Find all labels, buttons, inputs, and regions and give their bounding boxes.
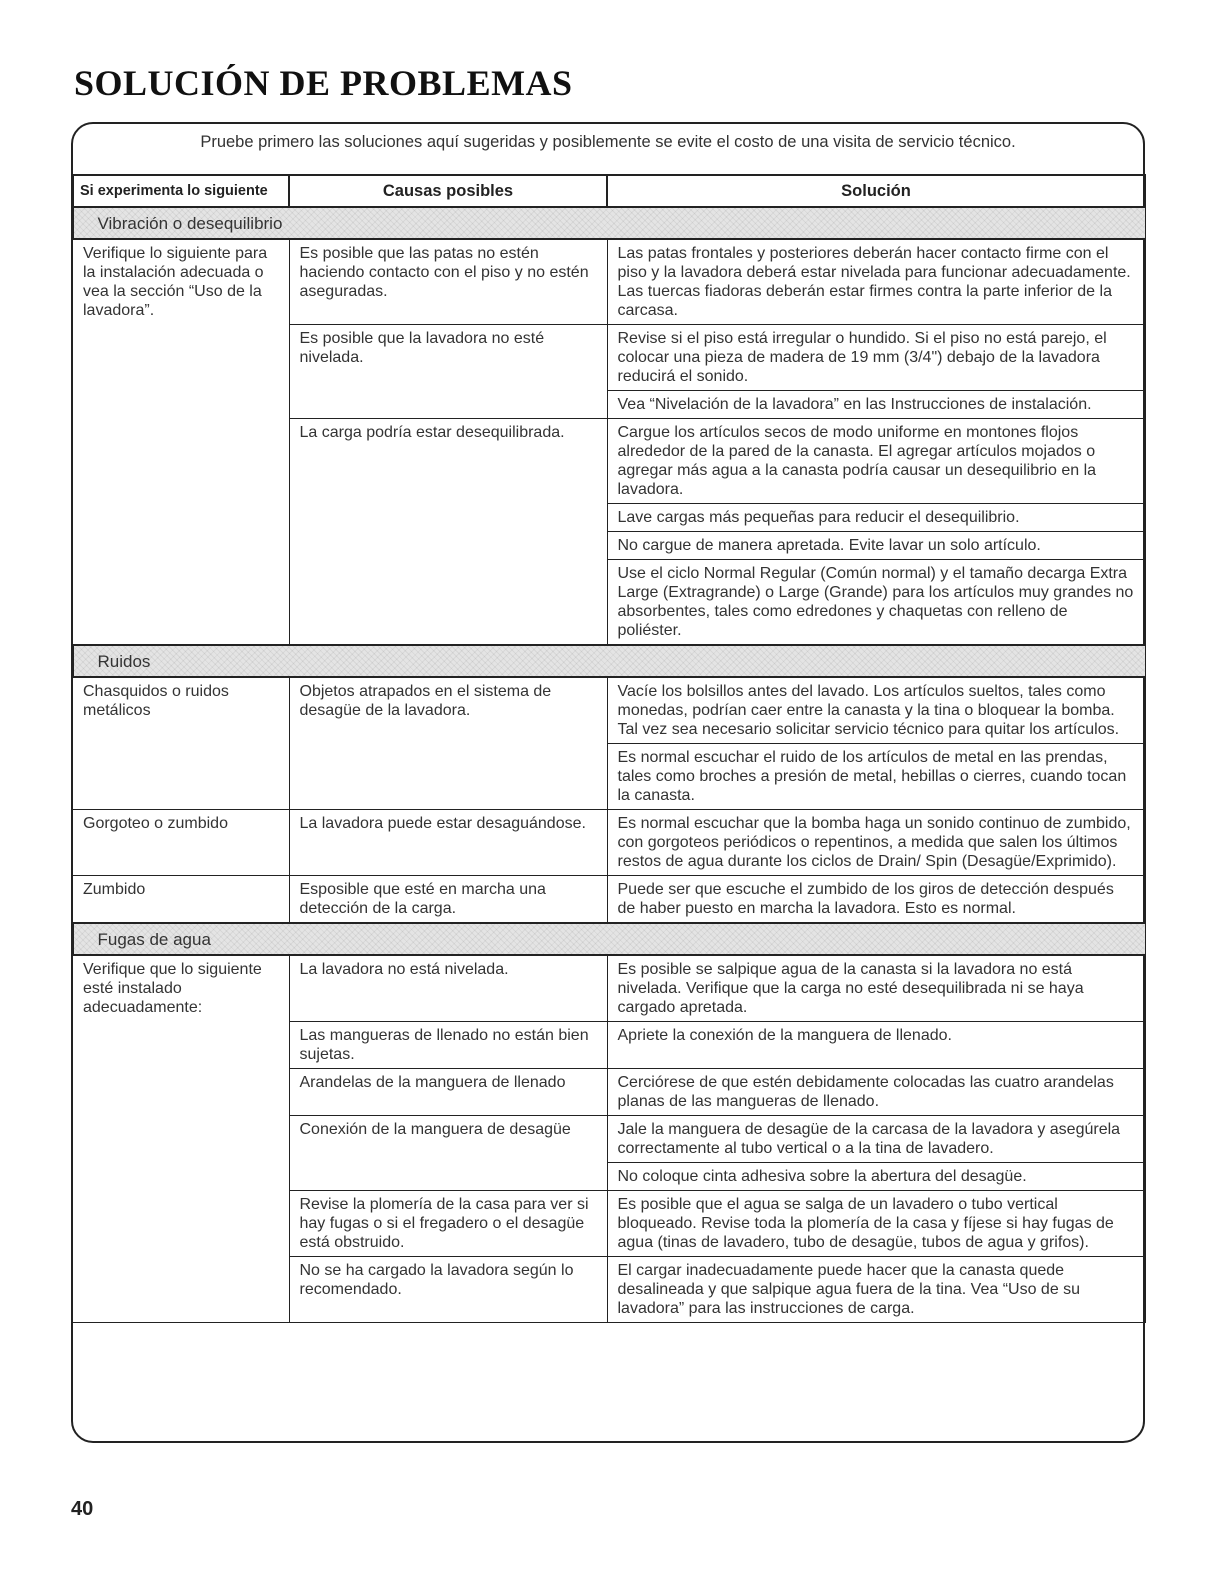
table-body [73, 207, 1145, 1323]
solution-cell: Es normal escuchar que la bomba haga un sonido continuo de zumbido, con gorgoteos periódicos o repentinos, a medida que salen los últimos restos de agua durante los ciclos de Drain/ Spin (Desagüe/Exprimido). [607, 810, 1145, 876]
cause-cell: Revise la plomería de la casa para ver si hay fugas o si el fregadero o el desagüe está obstruido. [289, 1191, 607, 1257]
solution-cell: Vea “Nivelación de la lavadora” en las Instrucciones de instalación. [607, 391, 1145, 419]
cause-cell: Esposible que esté en marcha una detección de la carga. [289, 876, 607, 924]
cause-cell: Es posible que las patas no estén haciendo contacto con el piso y no estén aseguradas. [289, 239, 607, 325]
solution-cell: Apriete la conexión de la manguera de llenado. [607, 1022, 1145, 1069]
solution-cell: El cargar inadecuadamente puede hacer que la canasta quede desalineada y que salpique agua fuera de la tina. Vea “Uso de su lavadora” para las instrucciones de carga. [607, 1257, 1145, 1323]
solution-cell: Cerciórese de que estén debidamente colocadas las cuatro arandelas planas de las mangueras de llenado. [607, 1069, 1145, 1116]
troubleshooting-table [72, 174, 1146, 1323]
symptom-cell: Verifique lo siguiente para la instalación adecuada o vea la sección “Uso de la lavadora”. [73, 239, 289, 645]
table-row [73, 876, 1145, 924]
section-title: Vibración o desequilibrio [73, 207, 1145, 239]
cause-cell: La lavadora no está nivelada. [289, 955, 607, 1022]
solution-cell: Es normal escuchar el ruido de los artículos de metal en las prendas, tales como broches a presión de metal, hebillas o cierres, cuando tocan la canasta. [607, 744, 1145, 810]
symptom-cell: Gorgoteo o zumbido [73, 810, 289, 876]
table-row [73, 955, 1145, 1022]
header-solution: Solución [607, 175, 1145, 207]
section-title: Fugas de agua [73, 923, 1145, 955]
solution-cell: Cargue los artículos secos de modo uniforme en montones flojos alrededor de la pared de la canasta. El agregar artículos mojados o agregar más agua a la canasta podría causar un desequilibrio en la lavadora. [607, 419, 1145, 504]
solution-cell: Es posible que el agua se salga de un lavadero o tubo vertical bloqueado. Revise toda la plomería de la casa y fíjese si hay fugas de agua (tinas de lavadero, tubo de desagüe, tubos de agua y grifos). [607, 1191, 1145, 1257]
cause-cell: Conexión de la manguera de desagüe [289, 1116, 607, 1191]
symptom-cell: Verifique que lo siguiente esté instalado adecuadamente: [73, 955, 289, 1323]
header-causes: Causas posibles [289, 175, 607, 207]
solution-cell: No cargue de manera apretada. Evite lavar un solo artículo. [607, 532, 1145, 560]
table-row [73, 677, 1145, 744]
solution-cell: Vacíe los bolsillos antes del lavado. Los artículos sueltos, tales como monedas, podrían caer entre la canasta y la tina o bloquear la bomba. Tal vez sea necesario solicitar servicio técnico para quitar los artículos. [607, 677, 1145, 744]
section-row [73, 207, 1145, 239]
solution-cell: Revise si el piso está irregular o hundido. Si el piso no está parejo, el colocar una pieza de madera de 19 mm (3/4") debajo de la lavadora reducirá el sonido. [607, 325, 1145, 391]
page-title: SOLUCIÓN DE PROBLEMAS [74, 63, 573, 103]
page-number: 40 [71, 1498, 94, 1520]
solution-cell: Es posible se salpique agua de la canasta si la lavadora no está nivelada. Verifique que la carga no esté desequilibrada ni se haya cargado apretada. [607, 955, 1145, 1022]
table-row [73, 810, 1145, 876]
symptom-cell: Chasquidos o ruidos metálicos [73, 677, 289, 810]
cause-cell: La carga podría estar desequilibrada. [289, 419, 607, 646]
solution-cell: Las patas frontales y posteriores deberán hacer contacto firme con el piso y la lavadora deberá estar nivelada para funcionar adecuadamente. Las tuercas fiadoras deberán estar firmes contra la parte inferior de la carcasa. [607, 239, 1145, 325]
cause-cell: Es posible que la lavadora no esté nivelada. [289, 325, 607, 419]
intro-text: Pruebe primero las soluciones aquí sugeridas y posiblemente se evite el costo de una visita de servicio técnico. [200, 133, 1016, 151]
cause-cell: La lavadora puede estar desaguándose. [289, 810, 607, 876]
cause-cell: Las mangueras de llenado no están bien sujetas. [289, 1022, 607, 1069]
cause-cell: Objetos atrapados en el sistema de desagüe de la lavadora. [289, 677, 607, 810]
section-row [73, 923, 1145, 955]
section-row [73, 645, 1145, 677]
cause-cell: No se ha cargado la lavadora según lo recomendado. [289, 1257, 607, 1323]
table-row [73, 239, 1145, 325]
section-title: Ruidos [73, 645, 1145, 677]
solution-cell: No coloque cinta adhesiva sobre la abertura del desagüe. [607, 1163, 1145, 1191]
solution-cell: Jale la manguera de desagüe de la carcasa de la lavadora y asegúrela correctamente al tubo vertical o a la tina de lavadero. [607, 1116, 1145, 1163]
solution-cell: Use el ciclo Normal Regular (Común normal) y el tamaño decarga Extra Large (Extragrande) o Large (Grande) para los artículos muy grandes no absorbentes, tales como edredones y chaquetas con relleno de poliéster. [607, 560, 1145, 646]
header-symptom: Si experimenta lo siguiente [73, 175, 289, 207]
symptom-cell: Zumbido [73, 876, 289, 924]
solution-cell: Puede ser que escuche el zumbido de los giros de detección después de haber puesto en marcha la lavadora. Esto es normal. [607, 876, 1145, 924]
cause-cell: Arandelas de la manguera de llenado [289, 1069, 607, 1116]
table-header [73, 175, 1145, 207]
solution-cell: Lave cargas más pequeñas para reducir el desequilibrio. [607, 504, 1145, 532]
